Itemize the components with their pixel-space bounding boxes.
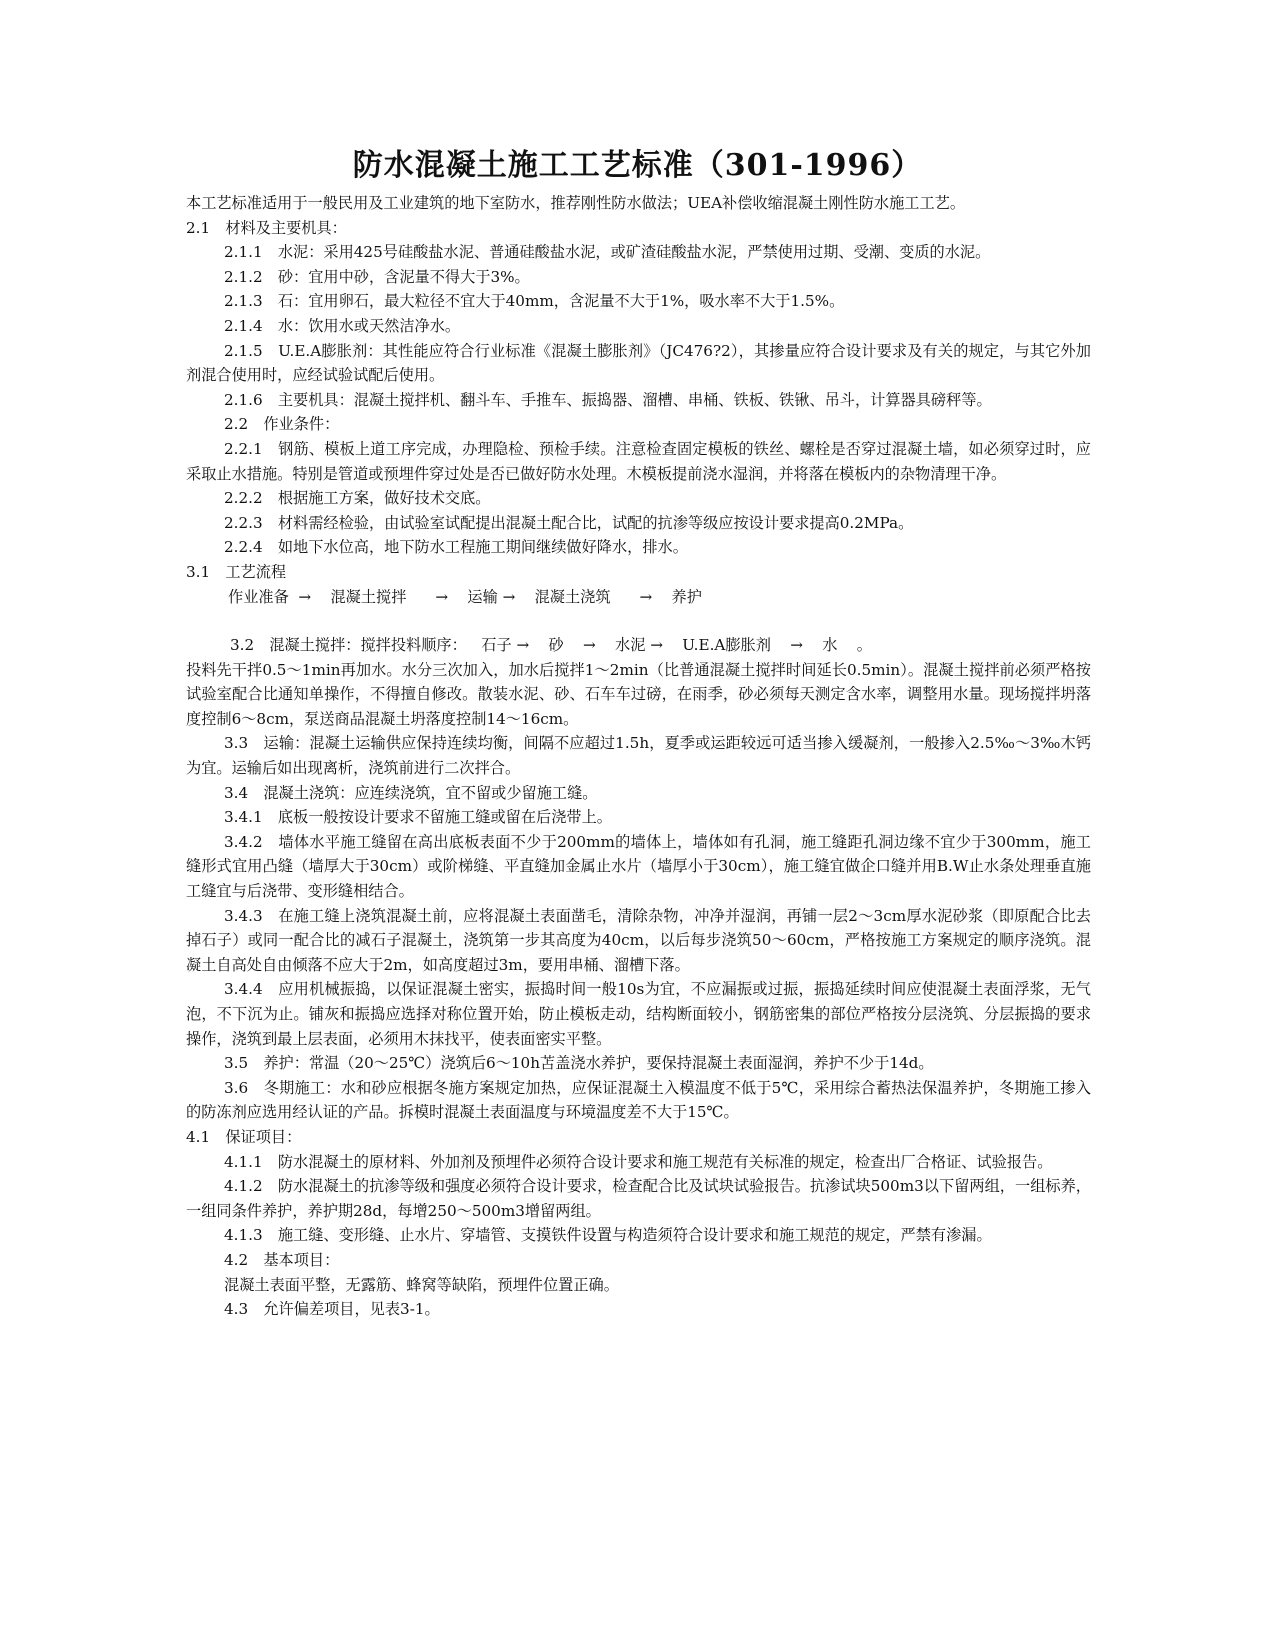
- paragraph: 3.4 混凝土浇筑：应连续浇筑，宜不留或少留施工缝。: [224, 783, 598, 802]
- paragraph: 2.1.1 水泥：采用425号硅酸盐水泥、普通硅酸盐水泥，或矿渣硅酸盐水泥，严禁使用过期、受潮、变质的水泥。: [224, 243, 991, 262]
- paragraph: 3.1 工艺流程: [186, 562, 287, 581]
- paragraph: 2.1.3 石：宜用卵石，最大粒径不宜大于40mm，含泥量不大于1%，吸水率不大于1.5%。: [224, 292, 845, 311]
- paragraph: 4.1.3 施工缝、变形缝、止水片、穿墙管、支摸铁件设置与构造须符合设计要求和施工规范的规定，严禁有渗漏。: [224, 1226, 992, 1245]
- paragraph: 2.1.4 水：饮用水或天然洁净水。: [224, 316, 461, 335]
- paragraph: 2.2.2 根据施工方案，做好技术交底。: [224, 489, 491, 508]
- process-flow-line: 作业准备 → 混凝土搅拌 → 运输 → 混凝土浇筑 → 养护: [228, 587, 702, 606]
- paragraph: 3.5 养护：常温（20～25℃）浇筑后6～10h苫盖浇水养护，要保持混凝土表面湿润，养护不少于14d。: [224, 1054, 934, 1073]
- paragraph: 2.2.4 如地下水位高，地下防水工程施工期间继续做好降水，排水。: [224, 538, 688, 557]
- paragraph: 4.2 基本项目：: [224, 1250, 340, 1269]
- paragraph: 2.2.1 钢筋、模板上道工序完成，办理隐检、预检手续。注意检查固定模板的铁丝、螺栓是否穿过混凝土墙，如必须穿过时，应采取止水措施。特别是管道或预埋件穿过处是否已做好防水处理。木模板提前浇水湿润，并将落在模板内的杂物清理干净。: [186, 439, 1091, 483]
- paragraph: 4.3 允许偏差项目，见表3-1。: [224, 1300, 440, 1319]
- paragraph: 2.1 材料及主要机具：: [186, 218, 347, 237]
- paragraph: 本工艺标准适用于一般民用及工业建筑的地下室防水，推荐刚性防水做法；UEA补偿收缩混凝土刚性防水施工工艺。: [186, 194, 966, 212]
- paragraph: 2.1.6 主要机具：混凝土搅拌机、翻斗车、手推车、振捣器、溜槽、串桶、铁板、铁锹、吊斗，计算器具磅秤等。: [224, 390, 992, 409]
- paragraph: 2.1.2 砂：宜用中砂，含泥量不得大于3%。: [224, 267, 530, 286]
- document-title: 防水混凝土施工工艺标准（301-1996）: [352, 148, 923, 183]
- document-body: [186, 191, 1091, 1322]
- paragraph: 3.4.3 在施工缝上浇筑混凝土前，应将混凝土表面凿毛，清除杂物，冲净并湿润，再铺一层2～3cm厚水泥砂浆（即原配合比去掉石子）或同一配合比的减石子混凝土，浇筑第一步其高度为40cm，以后每步浇筑50～60cm，严格按施工方案规定的顺序浇筑。混凝土自高处自由倾落不应大于2m，如高度超过3m，要用串桶、溜槽下落。: [186, 906, 1091, 974]
- paragraph: 2.1.5 U.E.A膨胀剂：其性能应符合行业标准《混凝土膨胀剂》（JC476?2），其掺量应符合设计要求及有关的规定，与其它外加剂混合使用时，应经试验试配后使用。: [186, 341, 1091, 385]
- paragraph: 投料先干拌0.5～1min再加水。水分三次加入，加水后搅拌1～2min（比普通混凝土搅拌时间延长0.5min）。混凝土搅拌前必须严格按试验室配合比通知单操作，不得擅自修改。散装水泥、砂、石车车过磅，在雨季，砂必须每天测定含水率，调整用水量。现场搅拌坍落度控制6～8cm，泵送商品混凝土坍落度控制14～16cm。: [186, 660, 1091, 728]
- paragraph: 3.4.2 墙体水平施工缝留在高出底板表面不少于200mm的墙体上，墙体如有孔洞，施工缝距孔洞边缘不宜少于300mm，施工缝形式宜用凸缝（墙厚大于30cm）或阶梯缝、平直缝加金属止水片（墙厚小于30cm），施工缝宜做企口缝并用B.W止水条处理垂直施工缝宜与后浇带、变形缝相结合。: [186, 832, 1091, 901]
- paragraph: 4.1.2 防水混凝土的抗渗等级和强度必须符合设计要求，检查配合比及试块试验报告。抗渗试块500m3以下留两组，一组标养，一组同条件养护，养护期28d，每增250～500m3增留两组。: [186, 1177, 1091, 1220]
- paragraph: 3.4.4 应用机械振捣，以保证混凝土密实，振捣时间一般10s为宜，不应漏振或过振，振捣延续时间应使混凝土表面浮浆，无气泡，不下沉为止。铺灰和振捣应选择对称位置开始，防止模板走动，结构断面较小，钢筋密集的部位严格按分层浇筑、分层振捣的要求操作，浇筑到最上层表面，必须用木抹找平，使表面密实平整。: [186, 980, 1091, 1048]
- paragraph: 4.1 保证项目：: [186, 1127, 302, 1146]
- paragraph: 3.4.1 底板一般按设计要求不留施工缝或留在后浇带上。: [224, 808, 612, 827]
- paragraph: 3.6 冬期施工：水和砂应根据冬施方案规定加热，应保证混凝土入模温度不低于5℃，采用综合蓄热法保温养护，冬期施工掺入的防冻剂应选用经认证的产品。拆模时混凝土表面温度与环境温度差不大于15℃。: [186, 1078, 1091, 1122]
- paragraph: 4.1.1 防水混凝土的原材料、外加剂及预埋件必须符合设计要求和施工规范有关标准的规定，检查出厂合格证、试验报告。: [224, 1152, 1053, 1171]
- section-procedures: [186, 658, 1091, 1322]
- mixing-order-line: 3.2 混凝土搅拌：搅拌投料顺序： 石子 → 砂 → 水泥 → U.E.A膨胀剂 → 水 。: [230, 636, 872, 655]
- paragraph: 混凝土表面平整，无露筋、蜂窝等缺陷，预埋件位置正确。: [224, 1275, 619, 1294]
- paragraph: 2.2.3 材料需经检验，由试验室试配提出混凝土配合比，试配的抗渗等级应按设计要求提高0.2MPa。: [224, 513, 914, 532]
- paragraph: 2.2 作业条件：: [224, 415, 340, 434]
- paragraph: 3.3 运输：混凝土运输供应保持连续均衡，间隔不应超过1.5h，夏季或运距较远可适当掺入缓凝剂，一般掺入2.5‰～3‰木钙为宜。运输后如出现离析，浇筑前进行二次拌合。: [186, 734, 1091, 778]
- section-materials: [186, 191, 1091, 585]
